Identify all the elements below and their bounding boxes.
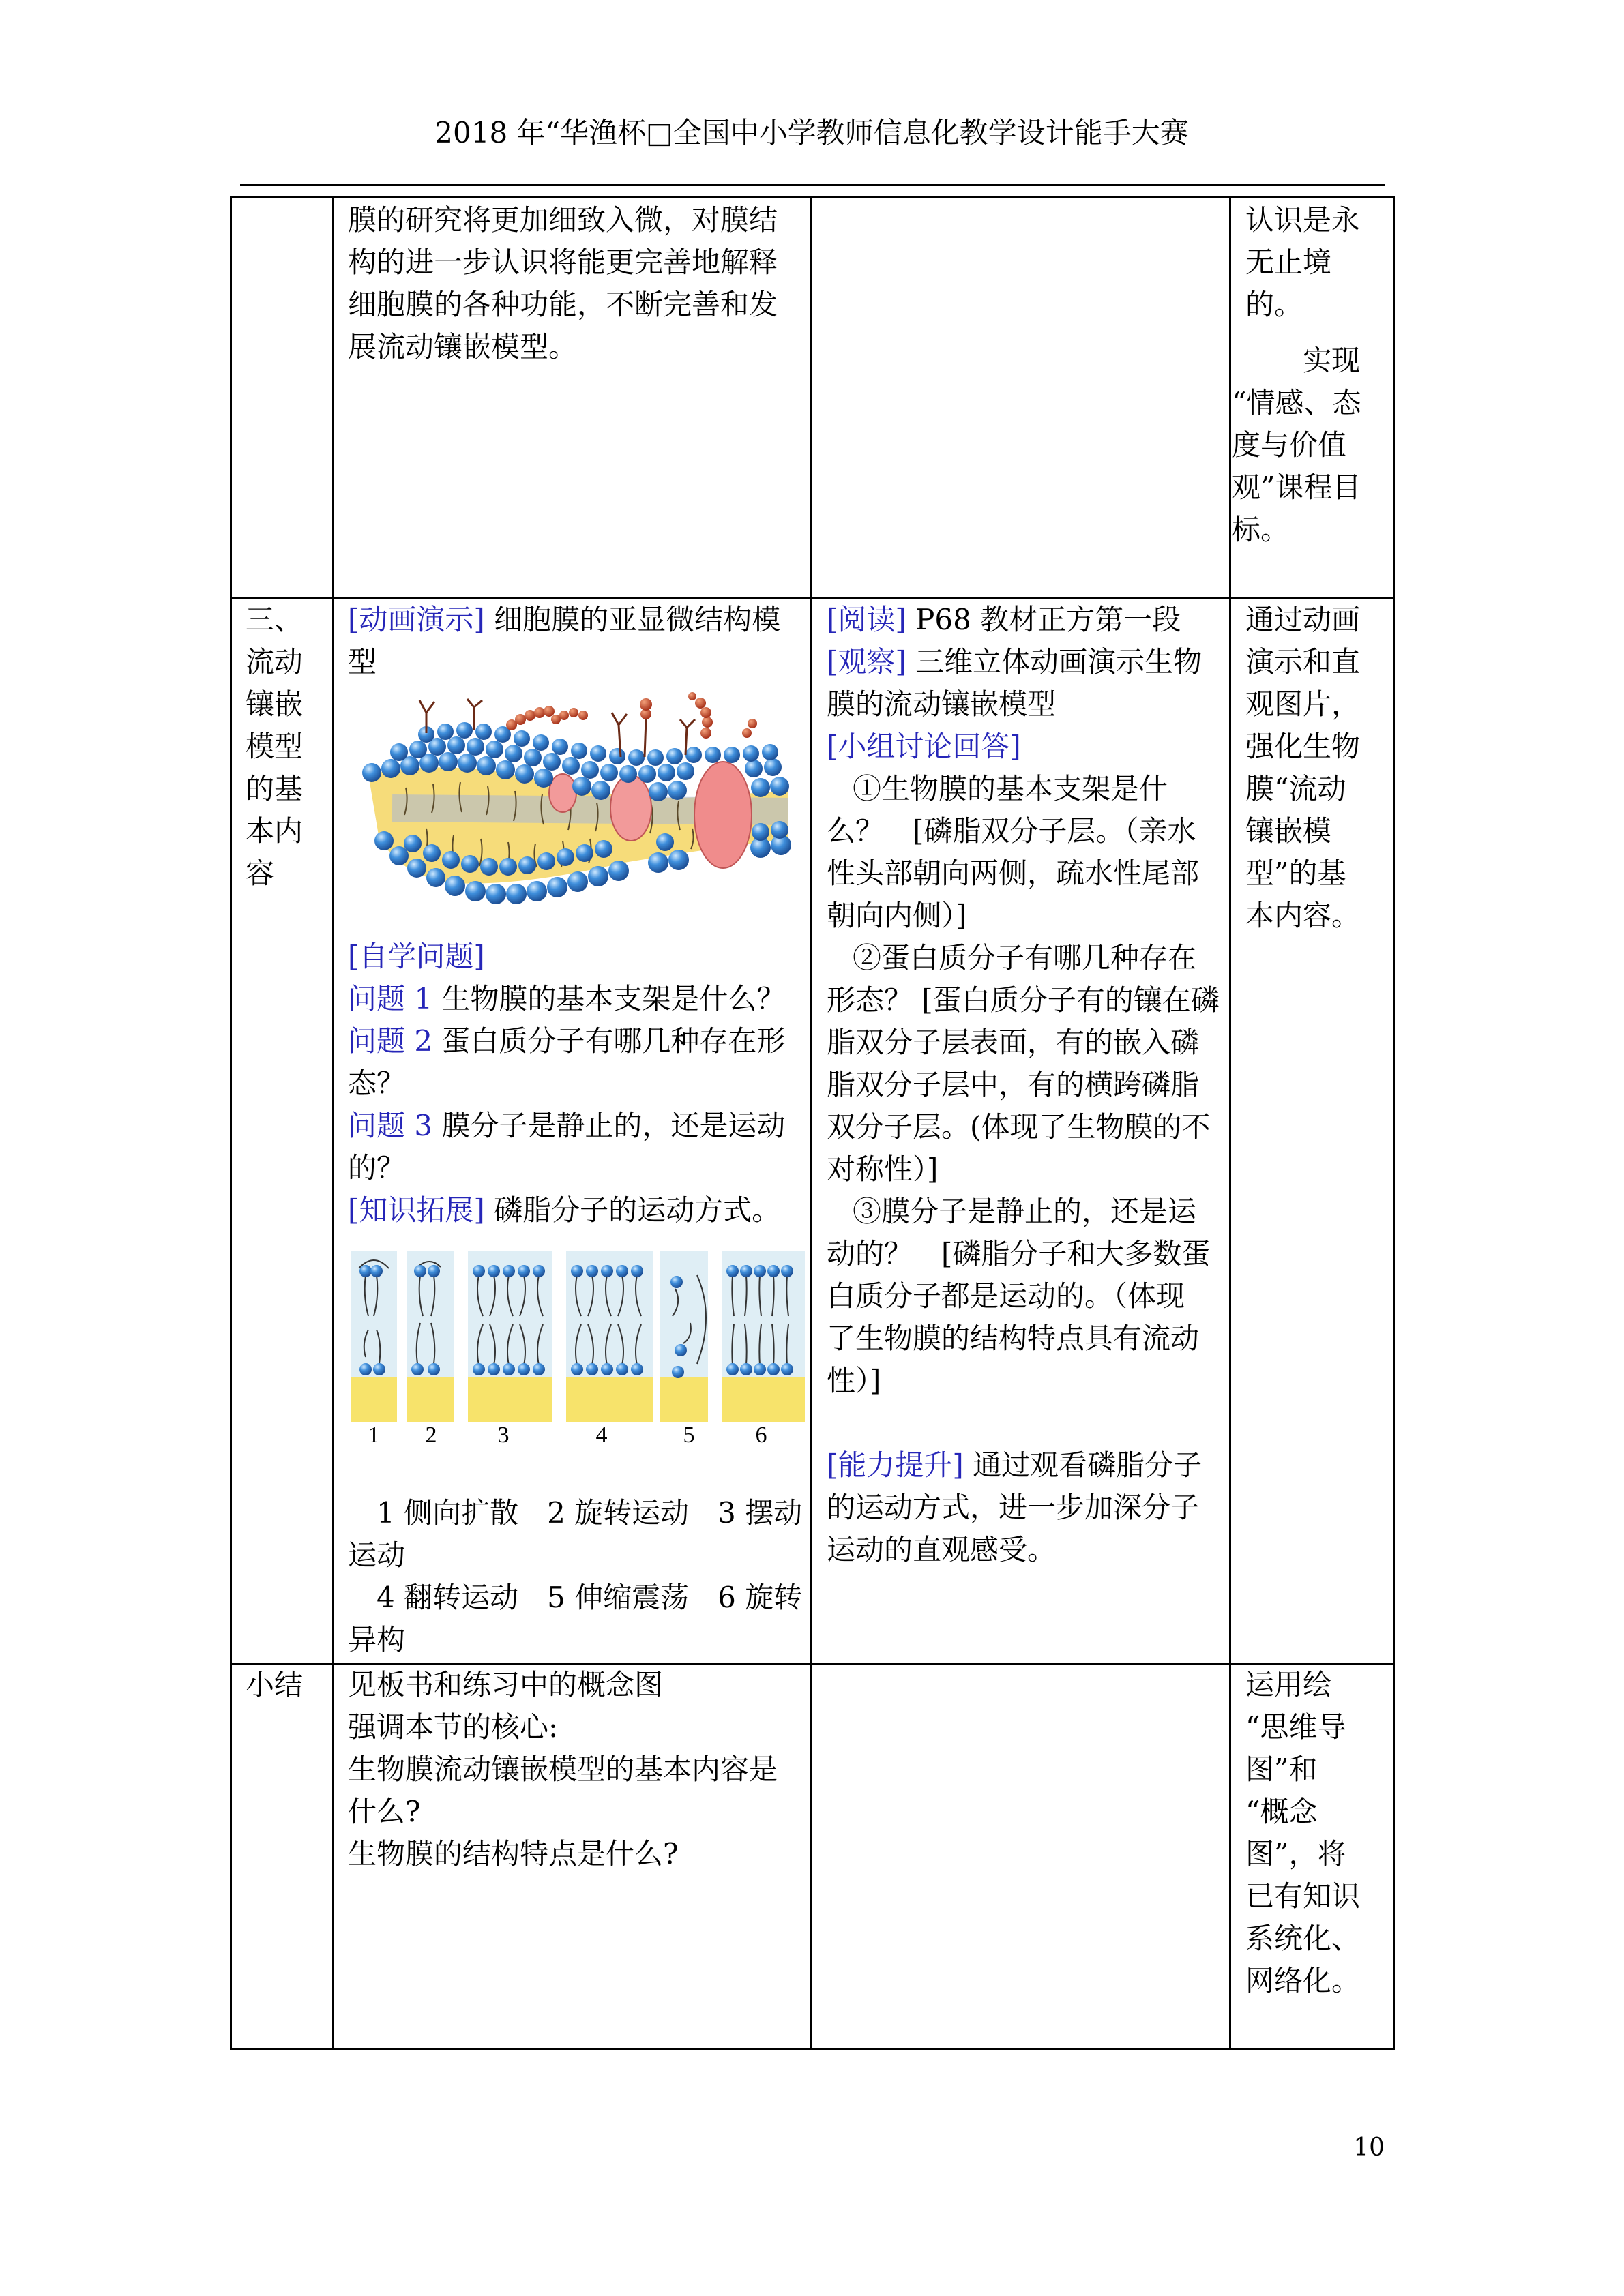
motion-number-label: 2 [425, 1422, 437, 1446]
text-line: 展流动镶嵌模型。 [348, 330, 578, 363]
surface-protein [549, 774, 576, 812]
text-line: 实现 [1303, 344, 1361, 377]
answer-line: ②蛋白质分子有哪几种存在 [853, 941, 1197, 974]
text-line: 型”的基 [1245, 856, 1346, 890]
observe-text: 三维立体动画演示生物 [906, 645, 1202, 679]
text-line: 演示和直 [1245, 645, 1361, 679]
text-line: 认识是永 [1245, 203, 1361, 237]
page-header-title: 2018 年“华渔杯□全国中小学教师信息化教学设计能手大赛 [434, 116, 1189, 149]
row2-teacher-cell [348, 599, 805, 683]
text-line: 本内容。 [1245, 899, 1361, 932]
knowledge-extension-text: 磷脂分子的运动方式。 [484, 1193, 781, 1227]
text-line: 度与价值 [1232, 428, 1347, 462]
text-line: 见板书和练习中的概念图 [348, 1668, 664, 1701]
text-line: 观”课程目 [1232, 471, 1361, 504]
stage-label: 三、 [246, 603, 304, 636]
membrane-model-image [351, 692, 805, 927]
row2-intent-cell [1245, 599, 1390, 937]
row2-stage-cell [246, 599, 327, 895]
text-line: 膜“流动 [1245, 772, 1346, 805]
text-line: 什么? [348, 1795, 421, 1828]
motion-number-label: 3 [497, 1422, 510, 1446]
table-top-border [230, 196, 1395, 198]
motion-number-label: 1 [368, 1422, 380, 1446]
motion-number-label: 4 [595, 1422, 608, 1446]
embedded-protein [610, 775, 651, 841]
text-line: 标。 [1232, 513, 1290, 546]
text-line: 图”，将 [1245, 1837, 1346, 1870]
text-line: 通过动画 [1245, 603, 1361, 636]
glycocalyx-chains [506, 692, 757, 739]
table-left-border [230, 196, 232, 2050]
row3-stage-cell [246, 1664, 327, 1706]
motion-legend-block [348, 1492, 805, 1661]
ability-tag: [能力提升] [827, 1448, 964, 1482]
question-1-text: 生物膜的基本支架是什么？ [432, 982, 786, 1015]
answer-line: 双分子层。(体现了生物膜的不 [827, 1110, 1211, 1144]
reading-tag: [阅读] [827, 603, 906, 636]
stage-label: 模型 [246, 730, 304, 763]
text-line: 观图片， [1245, 687, 1361, 721]
row1-intent-cell [1232, 199, 1390, 551]
self-study-block [348, 936, 805, 1232]
text-line: 镶嵌模 [1245, 814, 1332, 848]
ability-text: 通过观看磷脂分子 [963, 1448, 1202, 1482]
column-divider [332, 196, 334, 2050]
question-3-tag: 问题 3 [348, 1109, 433, 1142]
text-line: 生物膜流动镶嵌模型的基本内容是 [348, 1753, 778, 1786]
motion-legend-line: 运动 [348, 1538, 406, 1572]
stage-label: 流动 [246, 645, 304, 679]
motion-legend-line: 异构 [348, 1623, 406, 1656]
answer-line: 脂双分子层中，有的横跨磷脂 [827, 1068, 1200, 1101]
text-line: 运用绘 [1245, 1668, 1332, 1701]
stage-label: 小结 [246, 1668, 304, 1701]
text-line: 细胞膜的各种功能，不断完善和发 [348, 288, 778, 321]
text-line: 网络化。 [1245, 1964, 1361, 1997]
text-line: 膜的研究将更加细致入微，对膜结 [348, 203, 778, 237]
answer-line: 对称性）] [827, 1152, 939, 1186]
observe-text-cont: 膜的流动镶嵌模型 [827, 687, 1057, 721]
column-divider [1229, 196, 1231, 2050]
answer-line: ①生物膜的基本支架是什 [853, 772, 1168, 805]
question-2-text: 蛋白质分子有哪几种存在形 [432, 1024, 786, 1058]
text-line: “思维导 [1245, 1710, 1346, 1744]
question-3-text-cont: 的？ [348, 1151, 406, 1184]
row1-content-cell [348, 199, 805, 368]
group-discussion-tag: [小组讨论回答] [827, 730, 1021, 763]
question-1-tag: 问题 1 [348, 982, 433, 1015]
page-number: 10 [1353, 2134, 1385, 2162]
question-2-text-cont: 态？ [348, 1067, 406, 1100]
answer-line: 脂双分子层表面，有的嵌入磷 [827, 1026, 1200, 1059]
motion-number-label: 5 [683, 1422, 695, 1446]
question-2-tag: 问题 2 [348, 1024, 433, 1058]
text-line: “情感、态 [1232, 386, 1361, 419]
answer-line: 性）] [827, 1364, 881, 1397]
answer-line: 朝向内侧）] [827, 899, 967, 932]
row3-intent-cell [1245, 1664, 1390, 2002]
text-line: 生物膜的结构特点是什么? [348, 1837, 679, 1870]
observe-tag: [观察] [827, 645, 906, 679]
text-line: 无止境 [1245, 245, 1332, 279]
row2-student-cell [827, 599, 1226, 1571]
animation-text-cont: 型 [348, 645, 377, 679]
text-line: 强化生物 [1245, 730, 1361, 763]
stage-label: 镶嵌 [246, 687, 304, 721]
header-rule [240, 184, 1385, 186]
column-divider [810, 196, 812, 2050]
motion-legend-line: 1 侧向扩散 2 旋转运动 3 摆动 [377, 1496, 803, 1530]
answer-line: 白质分子都是运动的。（体现 [827, 1279, 1185, 1313]
answer-line: 性头部朝向两侧，疏水性尾部 [827, 856, 1200, 890]
text-line: 图”和 [1245, 1753, 1318, 1786]
animation-tag: [动画演示] [348, 603, 485, 636]
text-line: “概念 [1245, 1795, 1318, 1828]
text-line: 强调本节的核心: [348, 1710, 559, 1744]
stage-label: 的基 [246, 772, 304, 805]
answer-line: ③膜分子是静止的，还是运 [853, 1195, 1197, 1228]
stage-label: 本内 [246, 814, 304, 848]
row3-summary-cell [348, 1664, 805, 1875]
stage-label: 容 [246, 856, 275, 890]
table-bottom-border [230, 2048, 1395, 2050]
text-line: 已有知识 [1245, 1879, 1361, 1913]
motion-number-label: 6 [755, 1422, 767, 1446]
text-line: 系统化、 [1245, 1922, 1361, 1955]
knowledge-extension-tag: [知识拓展] [348, 1193, 485, 1227]
self-study-tag: [自学问题] [348, 940, 485, 973]
animation-text: 细胞膜的亚显微结构模 [484, 603, 781, 636]
motion-legend-line: 4 翻转运动 5 伸缩震荡 6 旋转 [377, 1581, 803, 1614]
text-line: 构的进一步认识将能更完善地解释 [348, 245, 778, 279]
answer-line: 形态？ [蛋白质分子有的镶在磷 [827, 983, 1220, 1017]
phospholipid-motion-image [349, 1248, 806, 1446]
table-right-border [1393, 196, 1395, 2050]
ability-line: 运动的直观感受。 [827, 1533, 1057, 1566]
answer-line: 了生物膜的结构特点具有流动 [827, 1322, 1200, 1355]
answer-line: 动的？ [磷脂分子和大多数蛋 [827, 1237, 1211, 1270]
answer-line: 么？ [磷脂双分子层。（亲水 [827, 814, 1196, 848]
text-line: 的。 [1245, 288, 1303, 321]
transmembrane-protein [694, 762, 752, 868]
ability-line: 的运动方式，进一步加深分子 [827, 1491, 1200, 1524]
reading-text: P68 教材正方第一段 [906, 603, 1181, 636]
question-3-text: 膜分子是静止的，还是运动 [432, 1109, 786, 1142]
